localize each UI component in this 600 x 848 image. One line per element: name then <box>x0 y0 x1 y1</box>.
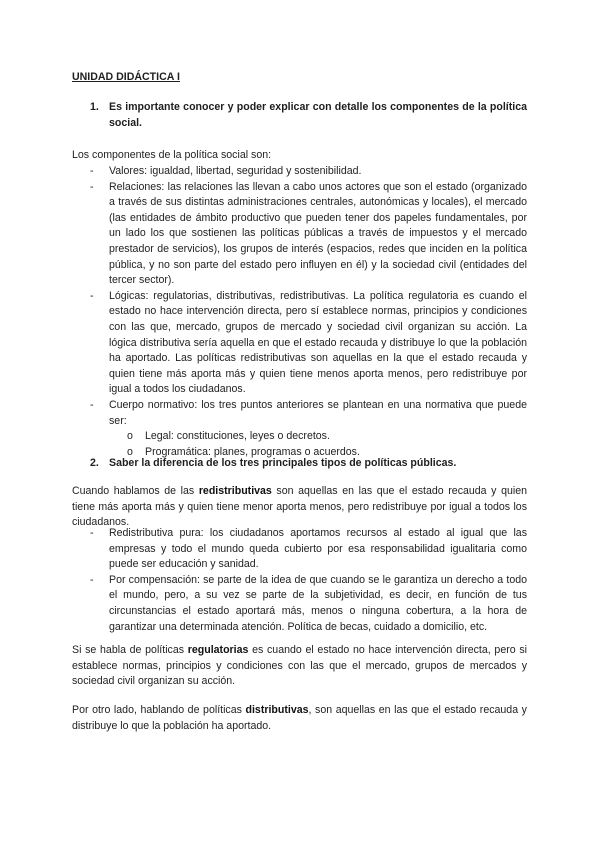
text-run: Si se habla de políticas <box>72 644 188 656</box>
redistributive-types-list <box>72 526 527 635</box>
dash-bullet: - <box>90 180 94 193</box>
circle-bullet: o <box>127 445 133 458</box>
list-item <box>72 573 527 635</box>
unit-heading: UNIDAD DIDÁCTICA I <box>72 71 180 83</box>
list-item-text: Cuerpo normativo: los tres puntos anteriores se plantean en una normativa que puede ser: <box>109 398 527 427</box>
list-item <box>72 526 527 573</box>
dash-bullet: - <box>90 527 94 539</box>
list-item <box>72 398 527 460</box>
text-run: son aquellas en las que el estado recauda y quien tiene más aporta más y quien tiene menor aporta menos, pero redistribuye por igual a todos los ciudadanos. <box>72 485 527 529</box>
dash-bullet: - <box>90 165 94 177</box>
sublist-item-text: Legal: constituciones, leyes o decretos. <box>145 430 330 443</box>
bold-term: redistributivas <box>198 485 272 497</box>
list-item <box>72 180 527 289</box>
intro-paragraph: Los componentes de la política social son: <box>72 149 272 161</box>
list-item-text: Valores: igualdad, libertad, seguridad y sostenibilidad. <box>109 165 362 177</box>
dash-bullet: - <box>90 398 94 411</box>
text-run: Por otro lado, hablando de políticas <box>72 704 246 716</box>
question-1-number: 1. <box>90 101 99 113</box>
list-item-text: Redistributiva pura: los ciudadanos aportamos recursos al estado al igual que las empresas y todo el mundo queda cubierto por esa responsabilidad igualitaria como puede ser educación y sanidad. <box>109 527 527 571</box>
list-item-text: Relaciones: las relaciones las llevan a cabo unos actores que son el estado (organizado a través de sus distintas administraciones centrales, autonómicas y locales), el mercado (las entidades de ámbito productivo que pueden tener dos papeles fundamentales, por un lado los que sostienen las políticas públicas a través de impuestos y el mercado prestador de servicios), los grupos de interés (espacios, redes que inciden en la política pública, y no son parte del estado pero influyen en él) y la sociedad civil (entidades del tercer sector). <box>109 180 527 287</box>
regulatory-paragraph <box>72 643 527 690</box>
list-item <box>72 289 527 398</box>
question-1-text: Es importante conocer y poder explicar con detalle los componentes de la política social. <box>109 101 527 129</box>
sublist-item-text: Programática: planes, programas o acuerdos. <box>145 445 360 458</box>
question-2-number: 2. <box>90 457 99 469</box>
question-1 <box>72 100 527 131</box>
dash-bullet: - <box>90 289 94 302</box>
text-run: Cuando hablamos de las <box>72 485 199 497</box>
components-list <box>72 164 527 460</box>
question-2 <box>72 456 527 472</box>
dash-bullet: - <box>90 573 94 586</box>
list-item-text: Por compensación: se parte de la idea de que cuando se le garantiza un derecho a todo el mundo, pero, a su vez se parte de la subjetividad, es decir, en función de tus circunstancias el estado aportará más, menos o ninguna cobertura, a la hora de garantizar una determinada atención. Política de becas, cuidado a domicilio, etc. <box>109 573 527 633</box>
distributive-paragraph <box>72 703 527 734</box>
redistributive-paragraph <box>72 484 527 531</box>
circle-bullet: o <box>127 430 133 443</box>
text-run: es cuando el estado no hace intervención directa, pero si establece normas, principios y condiciones con las que el mercado, grupos de mercados y sociedad civil organizan su acción. <box>72 644 527 688</box>
bold-term: regulatorias <box>187 644 249 656</box>
bold-term: distributivas <box>245 704 309 716</box>
list-item-text: Lógicas: regulatorias, distributivas, redistributivas. La política regulatoria es cuando el estado no hace intervención directa, pero sí establece normas, principios y condiciones con las que, mercado, grupos de mercado y sociedad civil organizan su acción. La lógica distributiva sería aquella en que el estado recauda y distribuye lo que la población ha aportado. Las políticas redistributivas son aquellas en la que el estado recauda y quien tiene más aporta más y quien tiene menos aporta menos, pero redistribuye por igual a todos los ciudadanos. <box>109 289 527 396</box>
text-run: , son aquellas en las que el estado recauda y distribuye lo que la población ha aportado. <box>72 704 527 732</box>
question-2-text: Saber la diferencia de los tres principales tipos de políticas públicas. <box>109 457 457 469</box>
sublist-item <box>109 429 527 445</box>
list-item <box>72 164 527 180</box>
